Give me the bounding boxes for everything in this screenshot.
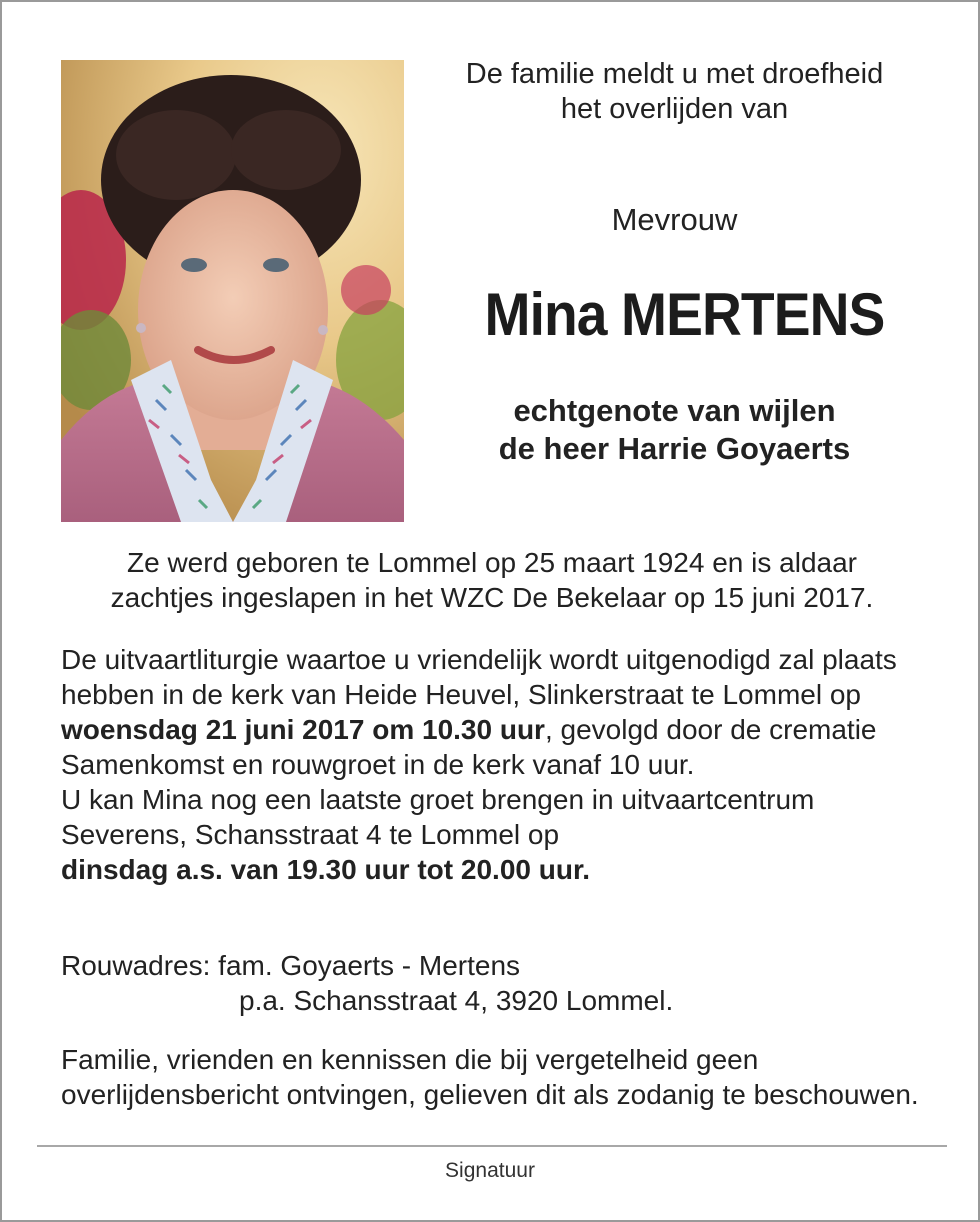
funeral-date: woensdag 21 juni 2017 om 10.30 uur	[61, 714, 545, 745]
visit-time	[61, 852, 941, 887]
funeral-paragraph	[61, 642, 941, 747]
funeral-details	[61, 642, 941, 887]
funeral-text-2: , gevolgd door de crematie	[544, 714, 877, 745]
birth-line-2: zachtjes ingeslapen in het WZC De Bekelaar op 15 juni 2017.	[110, 582, 874, 613]
funeral-text-1: De uitvaartliturgie waartoe u vriendelijk wordt uitgenodigd zal plaats hebben in de kerk van Heide Heuvel, Slinkerstraat te Lommel op	[61, 644, 897, 710]
intro-text	[422, 57, 927, 127]
gathering-text: Samenkomst en rouwgroet in de kerk vanaf 10 uur.	[61, 749, 695, 780]
visit-time-bold: dinsdag a.s. van 19.30 uur tot 20.00 uur.	[61, 854, 591, 885]
portrait-photo	[61, 60, 404, 522]
spouse-line-1: echtgenote van wijlen	[513, 393, 836, 428]
closing-note: Familie, vrienden en kennissen die bij vergetelheid geen overlijdensbericht ontvingen, gelieven dit als zodanig te beschouwen.	[61, 1044, 919, 1110]
address-line-1: Rouwadres: fam. Goyaerts - Mertens	[61, 950, 521, 981]
address-line-2: p.a. Schansstraat 4, 3920 Lommel.	[239, 985, 674, 1016]
mourning-address	[61, 948, 941, 1018]
spouse-info	[422, 392, 927, 468]
spouse-line-2: de heer Harrie Goyaerts	[498, 431, 851, 466]
intro-line-2: het overlijden van	[560, 93, 789, 125]
salutation: Mevrouw	[611, 202, 738, 237]
visit-text: U kan Mina nog een laatste groet brengen in uitvaartcentrum Severens, Schansstraat 4 te Lommel op	[61, 784, 815, 850]
signature-label: Signatuur	[445, 1159, 535, 1182]
deceased-name: Mina MERTENS	[484, 281, 885, 348]
footer-divider	[37, 1145, 947, 1147]
birth-line-1: Ze werd geboren te Lommel op 25 maart 1924 en is aldaar	[127, 547, 857, 578]
intro-line-1: De familie meldt u met droefheid	[465, 58, 884, 90]
birth-death-text	[42, 545, 942, 615]
